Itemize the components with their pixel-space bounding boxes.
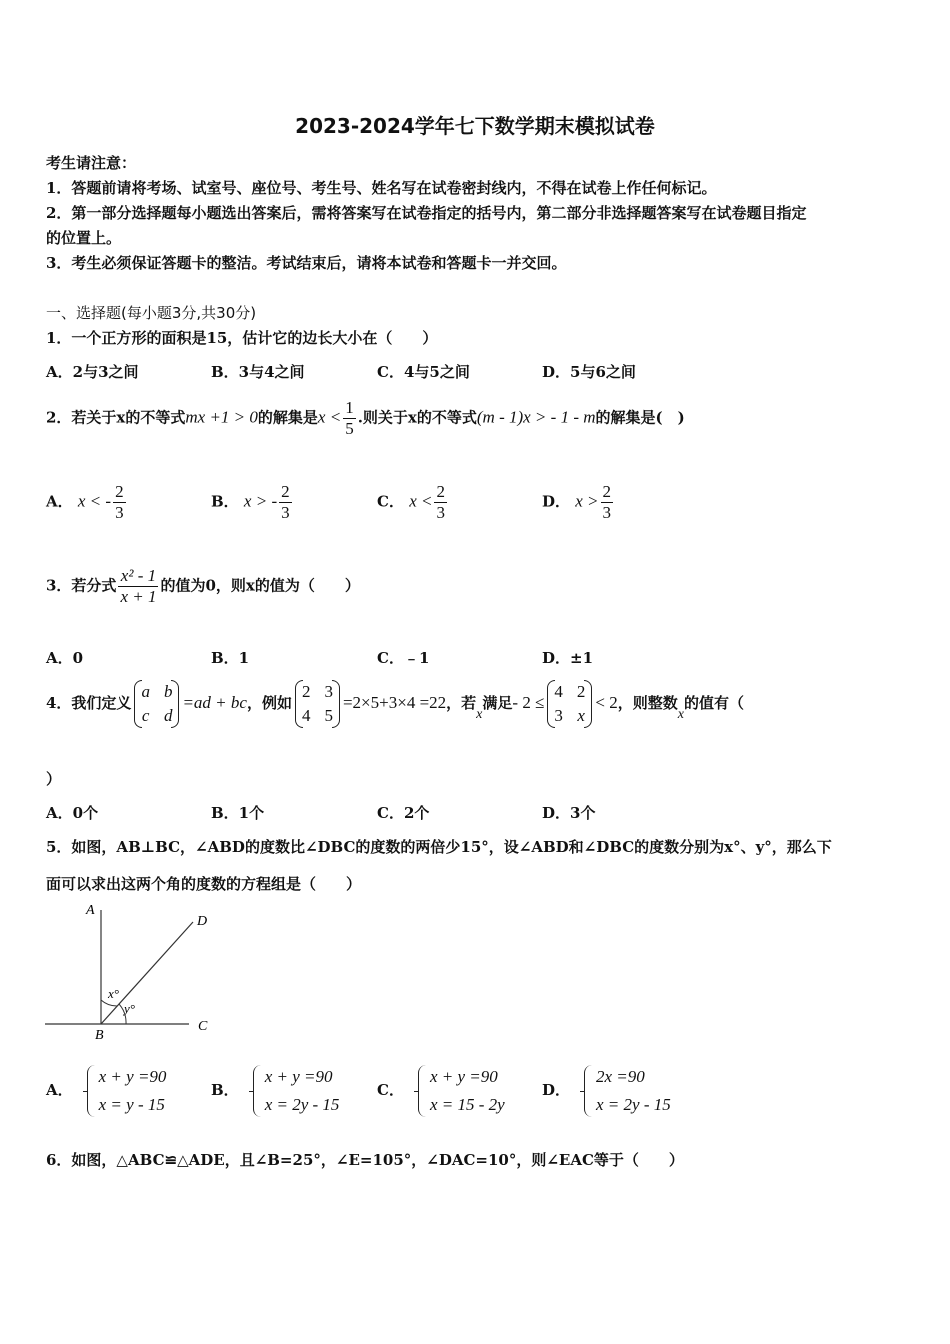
matrix-cell: 3 xyxy=(324,682,333,701)
q2-option-d-num: 2 xyxy=(602,482,612,501)
notice-item-2: 2．第一部分选择题每小题选出答案后，需将答案写在试卷指定的括号内，第二部分非选择题答案写在试卷题目指定 xyxy=(46,204,807,222)
question-5-stem-cont: 面可以求出这两个角的度数的方程组是（ ） xyxy=(46,875,362,893)
q2-solution-lhs: x < xyxy=(317,407,342,427)
notice-heading: 考生请注意： xyxy=(46,154,137,172)
equation-row: x + y =90 xyxy=(98,1067,167,1086)
q5-option-c-label: C． xyxy=(377,1081,404,1099)
label-a: A xyxy=(86,903,95,918)
q3-option-a: A．0 xyxy=(46,649,84,667)
q2-option-d xyxy=(542,482,615,523)
question-1-stem: 1．一个正方形的面积是15，估计它的边长大小在（ ） xyxy=(46,329,438,347)
q5-option-d xyxy=(542,1063,671,1119)
matrix-cell: 5 xyxy=(324,706,333,725)
equation-row: x = 15 - 2y xyxy=(429,1095,505,1114)
matrix-cell: b xyxy=(163,682,173,701)
q5-option-c xyxy=(377,1063,505,1119)
q2-option-c-label: C． xyxy=(377,492,404,511)
equation-row: x = 2y - 15 xyxy=(596,1095,671,1114)
matrix-cell: 2 xyxy=(301,682,311,701)
q2-option-b-num: 2 xyxy=(281,482,290,501)
q2-option-b xyxy=(211,482,294,523)
equation-row: x = 2y - 15 xyxy=(264,1095,340,1114)
q2-text-3: .则关于x的不等式 xyxy=(357,408,477,427)
q5-option-a xyxy=(46,1063,166,1119)
q4-option-b: B．1个 xyxy=(211,804,265,822)
q2-inequality-1: mx +1 > 0 xyxy=(185,407,258,427)
notice-item-2-cont: 的位置上。 xyxy=(46,229,122,247)
q2-option-d-den: 3 xyxy=(602,503,612,522)
q2-option-a-den: 3 xyxy=(115,503,124,522)
label-d: D xyxy=(197,914,208,929)
q4-lhs: - 2 ≤ xyxy=(512,693,545,712)
q5-option-d-label: D． xyxy=(542,1081,571,1099)
notice-item-3: 3．考生必须保证答题卡的整洁。考试结束后，请将本试卷和答题卡一并交回。 xyxy=(46,254,567,272)
q4-text-4: 满足 xyxy=(482,694,513,712)
q1-option-b: B．3与4之间 xyxy=(211,363,305,381)
q4-text-1: 4．我们定义 xyxy=(46,694,132,712)
q4-text-continuation: ） xyxy=(46,770,62,788)
q4-option-d: D．3个 xyxy=(542,804,596,822)
q5-option-b xyxy=(211,1063,339,1119)
q2-option-a-num: 2 xyxy=(115,482,124,501)
q2-option-b-label: B． xyxy=(211,492,239,511)
q2-text-4: 的解集是( ) xyxy=(595,408,685,427)
q4-var-x: x xyxy=(476,707,483,722)
q2-inequality-2: (m - 1)x > - 1 - m xyxy=(476,407,596,427)
question-2-stem xyxy=(46,398,685,439)
q2-fraction-denominator: 5 xyxy=(345,419,354,438)
ray-bd xyxy=(101,922,193,1024)
q5-option-b-label: B． xyxy=(211,1081,239,1099)
matrix-cell: 4 xyxy=(301,706,311,725)
q2-option-c xyxy=(377,482,449,523)
q4-eq-1: =ad + bc xyxy=(182,693,247,712)
matrix-cell: c xyxy=(141,706,150,725)
q4-text-5: ，则整数 xyxy=(617,694,678,712)
label-x-degree: x° xyxy=(108,986,119,1001)
q2-fraction-numerator: 1 xyxy=(345,398,354,417)
q2-option-b-den: 3 xyxy=(281,503,290,522)
q3-fraction xyxy=(118,566,158,607)
q4-determinant-definition xyxy=(134,680,179,728)
equation-row: x + y =90 xyxy=(264,1067,333,1086)
q2-option-a-label: A． xyxy=(46,492,73,511)
q2-text-2: 的解集是 xyxy=(257,408,318,427)
q3-option-c: C．﹣1 xyxy=(377,649,430,667)
section-heading: 一、选择题(每小题3分,共30分) xyxy=(46,304,257,322)
equation-row: x + y =90 xyxy=(429,1067,498,1086)
q4-text-6: 的值有（ xyxy=(683,694,744,712)
q2-option-a xyxy=(46,482,128,523)
matrix-cell: a xyxy=(141,682,150,701)
question-6-stem: 6．如图，△ABC≌△ADE，且∠B=25°，∠E=105°，∠DAC=10°，则∠EAC等于（ ） xyxy=(46,1151,684,1169)
matrix-cell: d xyxy=(163,706,173,725)
q4-rhs: < 2 xyxy=(595,693,618,712)
q3-numerator: x² - 1 xyxy=(118,566,158,587)
equation-row: x = y - 15 xyxy=(98,1095,165,1114)
q4-option-a: A．0个 xyxy=(46,804,99,822)
page-title: 2023-2024学年七下数学期末模拟试卷 xyxy=(295,114,655,138)
q4-determinant-example xyxy=(295,680,340,728)
q4-text-3: ，若 xyxy=(446,694,477,712)
equation-row: 2x =90 xyxy=(596,1067,645,1086)
q2-option-d-lhs: x > xyxy=(575,491,599,511)
q2-option-c-num: 2 xyxy=(436,482,445,501)
q3-text-1: 3．若分式 xyxy=(46,576,117,595)
q5-angle-figure xyxy=(40,898,220,1048)
q2-text-1: 2．若关于x的不等式 xyxy=(46,408,186,427)
label-y-degree: y° xyxy=(124,1001,135,1016)
question-3-stem xyxy=(46,566,360,607)
question-4-stem xyxy=(46,680,744,728)
label-c: C xyxy=(198,1019,208,1034)
q5-option-a-label: A． xyxy=(46,1081,73,1099)
q4-eq-2: =2×5+3×4 =22 xyxy=(342,693,447,712)
q2-option-d-label: D． xyxy=(542,492,571,511)
q2-solution-fraction xyxy=(343,398,356,439)
q1-option-c: C．4与5之间 xyxy=(377,363,470,381)
q1-option-d: D．5与6之间 xyxy=(542,363,636,381)
q3-option-b: B．1 xyxy=(211,649,250,667)
q2-option-a-lhs: x < - xyxy=(77,491,112,511)
notice-item-1: 1．答题前请将考场、试室号、座位号、考生号、姓名写在试卷密封线内，不得在试卷上作任何标记。 xyxy=(46,179,717,197)
q4-option-c: C．2个 xyxy=(377,804,430,822)
q3-text-2: 的值为0，则x的值为（ ） xyxy=(160,576,360,595)
matrix-cell: 4 xyxy=(554,682,563,701)
matrix-cell: 3 xyxy=(554,706,563,725)
matrix-cell: 2 xyxy=(576,682,586,701)
q3-option-d: D．±1 xyxy=(542,649,594,667)
q2-option-b-lhs: x > - xyxy=(243,491,278,511)
q4-var-x-2: x xyxy=(677,707,684,722)
question-5-stem: 5．如图，AB⊥BC，∠ABD的度数比∠DBC的度数的两倍少15°，设∠ABD和∠DBC的度数分别为x°、y°，那么下 xyxy=(46,838,832,856)
q1-option-a: A．2与3之间 xyxy=(46,363,139,381)
q2-option-c-den: 3 xyxy=(436,503,445,522)
label-b: B xyxy=(95,1028,104,1043)
q4-determinant-condition xyxy=(547,680,592,728)
q4-text-2: ，例如 xyxy=(246,694,292,712)
q2-option-c-lhs: x < xyxy=(409,491,433,511)
matrix-cell: x xyxy=(577,706,585,725)
q3-denominator: x + 1 xyxy=(120,587,157,606)
